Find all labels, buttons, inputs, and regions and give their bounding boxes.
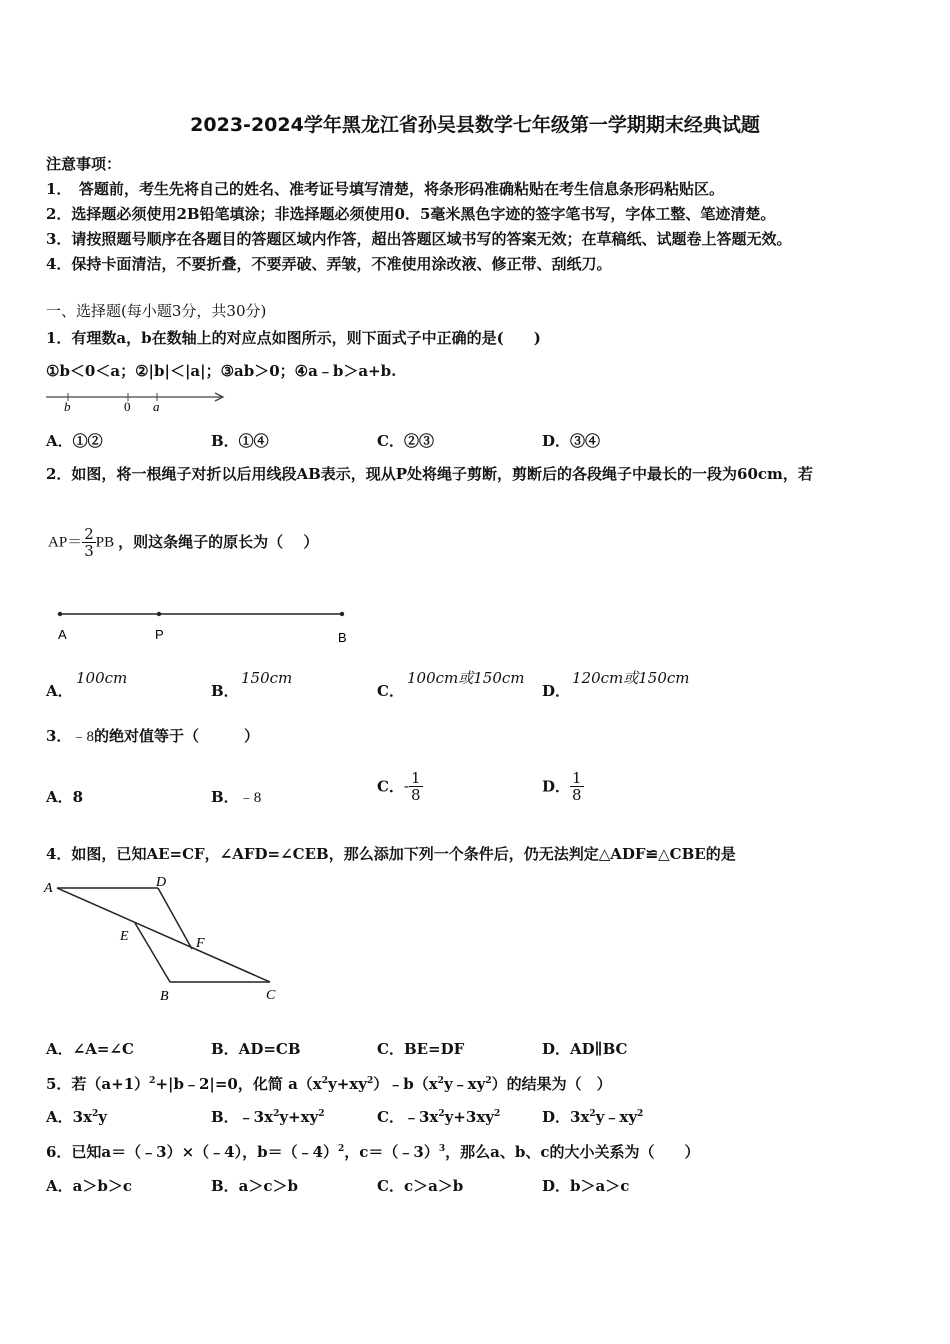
- q5-part-e: y﹣xy: [443, 1075, 486, 1093]
- notice-item-2: 2．选择题必须使用2B铅笔填涂；非选择题必须使用0．5毫米黑色字迹的签字笔书写，字体工整、笔迹清楚。: [46, 205, 776, 223]
- q3-line: [46, 727, 259, 746]
- q2-fraction-den: 3: [84, 542, 94, 560]
- q3-num: 3．: [46, 727, 72, 745]
- q5-option-b[interactable]: [211, 1106, 325, 1127]
- q2-option-d-value: 120cm或150cm: [572, 669, 690, 687]
- q6-option-d[interactable]: D．b＞a＞c: [542, 1177, 630, 1195]
- q4-figure: [40, 872, 290, 1007]
- q2-fraction: [82, 526, 96, 559]
- fig-label-c: C: [266, 988, 276, 1003]
- q1-number-line: [44, 388, 229, 414]
- q6-part-c: ，那么a、b、c的大小关系为（ ）: [445, 1143, 700, 1161]
- q5-b-part-1: B．﹣3x: [211, 1108, 274, 1126]
- q5-option-d[interactable]: [542, 1106, 643, 1127]
- q5-c-part-2: y+3xy: [444, 1108, 494, 1126]
- q1-stem: 1．有理数a，b在数轴上的对应点如图所示，则下面式子中正确的是( ): [46, 329, 541, 347]
- q3-c-den: 8: [410, 786, 421, 804]
- q2-option-b-value: 150cm: [241, 669, 293, 687]
- q2-option-b[interactable]: B．: [211, 682, 239, 700]
- q2-option-a[interactable]: A．: [46, 682, 73, 700]
- q5-sup-3: 2: [366, 1076, 374, 1086]
- q4-option-d[interactable]: D．AD∥BC: [542, 1040, 628, 1058]
- q3-d-den: 8: [572, 786, 582, 804]
- q5-part-a: 5．若（a+1）: [46, 1075, 150, 1093]
- q3-option-c-sign: -: [403, 778, 409, 795]
- q3-option-c-letter: C．: [377, 777, 404, 796]
- q6-sup-1: 2: [338, 1144, 345, 1154]
- q4-option-c[interactable]: C．BE=DF: [377, 1040, 465, 1058]
- q1-option-d[interactable]: D．③④: [542, 432, 601, 450]
- q5-sup-4: 2: [437, 1076, 444, 1086]
- notice-item-4: 4．保持卡面清洁，不要折叠，不要弄破、弄皱，不准使用涂改液、修正带、刮纸刀。: [46, 255, 612, 273]
- q3-expr: ﹣8: [71, 729, 94, 745]
- q1-option-c[interactable]: C．②③: [377, 432, 434, 450]
- q2-stem2: ，则这条绳子的原长为（ ）: [118, 532, 319, 551]
- q6-part-a: 6．已知a＝（﹣3）×（﹣4），b＝（﹣4）: [46, 1143, 339, 1161]
- page-title: 2023-2024学年黑龙江省孙吴县数学七年级第一学期期末经典试题: [190, 114, 760, 136]
- q3-option-d[interactable]: [542, 770, 584, 803]
- point-label-a: A: [58, 627, 67, 642]
- notice-item-3: 3．请按照题号顺序在各题目的答题区域内作答，超出答题区域书写的答案无效；在草稿纸、试题卷上答题无效。: [46, 230, 792, 248]
- q3-d-num: 1: [572, 769, 582, 787]
- q2-option-c-value: 100cm或150cm: [407, 669, 525, 687]
- q5-b-part-2: y+xy: [279, 1108, 319, 1126]
- q2-fraction-num: 2: [84, 525, 94, 543]
- q2-formula-left: AP＝: [48, 534, 83, 551]
- q5-sup-1: 2: [149, 1076, 156, 1086]
- q5-d-sup-2: 2: [637, 1109, 644, 1119]
- q5-part-c: y+xy: [328, 1075, 367, 1093]
- q5-part-d: ）﹣b（x: [373, 1075, 438, 1093]
- point-label-p: P: [155, 627, 164, 642]
- q4-stem: 4．如图，已知AE=CF，∠AFD=∠CEB，那么添加下列一个条件后，仍无法判定△ADF≌△CBE的是: [46, 845, 736, 863]
- q5-a-part-1: A．3x: [46, 1108, 93, 1126]
- q5-c-sup-1: 2: [438, 1109, 445, 1119]
- q3-option-c-fraction: [409, 770, 423, 803]
- q2-option-d[interactable]: D．: [542, 682, 571, 700]
- axis-label-a: a: [153, 399, 160, 414]
- point-label-b: B: [338, 630, 347, 645]
- q2-formula-right: PB: [95, 534, 115, 551]
- q5-d-part-2: y﹣xy: [595, 1108, 638, 1126]
- q2-segment-figure: [52, 604, 357, 646]
- q3-c-num: 1: [410, 769, 421, 787]
- q5-d-part-1: D．3x: [542, 1108, 590, 1126]
- q6-option-a[interactable]: A．a＞b＞c: [46, 1177, 132, 1195]
- axis-label-b: b: [64, 399, 71, 414]
- q5-c-sup-2: 2: [493, 1109, 501, 1119]
- q3-option-b[interactable]: [211, 786, 261, 807]
- q5-option-c[interactable]: [377, 1106, 500, 1127]
- q2-stem: 2．如图，将一根绳子对折以后用线段AB表示，现从P处将绳子剪断，剪断后的各段绳子中最长的一段为60cm，若: [46, 465, 813, 483]
- q3-option-d-letter: D．: [542, 777, 571, 796]
- q1-option-b[interactable]: B．①④: [211, 432, 269, 450]
- fig-label-d: D: [156, 875, 167, 890]
- q5-d-sup-1: 2: [589, 1109, 596, 1119]
- q6-sup-2: 3: [438, 1144, 446, 1154]
- q5-sup-2: 2: [321, 1076, 329, 1086]
- q5-a-part-2: y: [98, 1108, 108, 1126]
- q6-option-c[interactable]: C．c＞a＞b: [377, 1177, 464, 1195]
- q1-statements: ①b＜0＜a；②|b|＜|a|；③ab＞0；④a﹣b＞a+b.: [46, 362, 397, 380]
- q6-stem: [46, 1140, 699, 1161]
- q4-option-b[interactable]: B．AD=CB: [211, 1040, 301, 1058]
- q6-option-b[interactable]: B．a＞c＞b: [211, 1177, 299, 1195]
- q3-option-b-value: ﹣8: [238, 790, 262, 806]
- q6-part-b: ，c＝（﹣3）: [344, 1143, 439, 1161]
- fig-label-b: B: [160, 989, 169, 1004]
- notice-item-1: 1． 答题前，考生先将自己的姓名、准考证号填写清楚，将条形码准确粘贴在考生信息条形码粘贴区。: [46, 180, 724, 198]
- q3-option-a[interactable]: A．8: [46, 788, 84, 806]
- q5-stem: [46, 1072, 612, 1093]
- q5-b-sup-2: 2: [318, 1109, 325, 1119]
- q2-option-c[interactable]: C．: [377, 682, 404, 700]
- q5-a-sup: 2: [92, 1109, 99, 1119]
- q5-option-a[interactable]: [46, 1106, 107, 1127]
- q2-option-a-value: 100cm: [76, 669, 128, 687]
- q1-option-a[interactable]: A．①②: [46, 432, 103, 450]
- fig-label-a: A: [44, 881, 53, 896]
- q5-c-part-1: C．﹣3x: [377, 1108, 439, 1126]
- q5-part-b: +|b﹣2|=0，化简 a（x: [155, 1075, 322, 1093]
- section-heading: 一、选择题(每小题3分，共30分): [46, 302, 267, 320]
- axis-label-0: 0: [124, 399, 131, 414]
- q3-option-c[interactable]: [377, 770, 423, 803]
- fig-label-e: E: [120, 929, 129, 944]
- q5-b-sup-1: 2: [273, 1109, 280, 1119]
- q3-stem: 的绝对值等于（ ）: [93, 727, 259, 745]
- q5-part-f: ）的结果为（ ）: [491, 1075, 612, 1093]
- q5-sup-5: 2: [485, 1076, 492, 1086]
- notice-heading: 注意事项：: [46, 155, 122, 173]
- q2-formula: [48, 526, 318, 559]
- q3-option-b-letter: B．: [211, 788, 239, 806]
- q3-option-d-fraction: [570, 770, 584, 803]
- fig-label-f: F: [196, 936, 205, 951]
- q4-option-a[interactable]: A．∠A=∠C: [46, 1040, 134, 1058]
